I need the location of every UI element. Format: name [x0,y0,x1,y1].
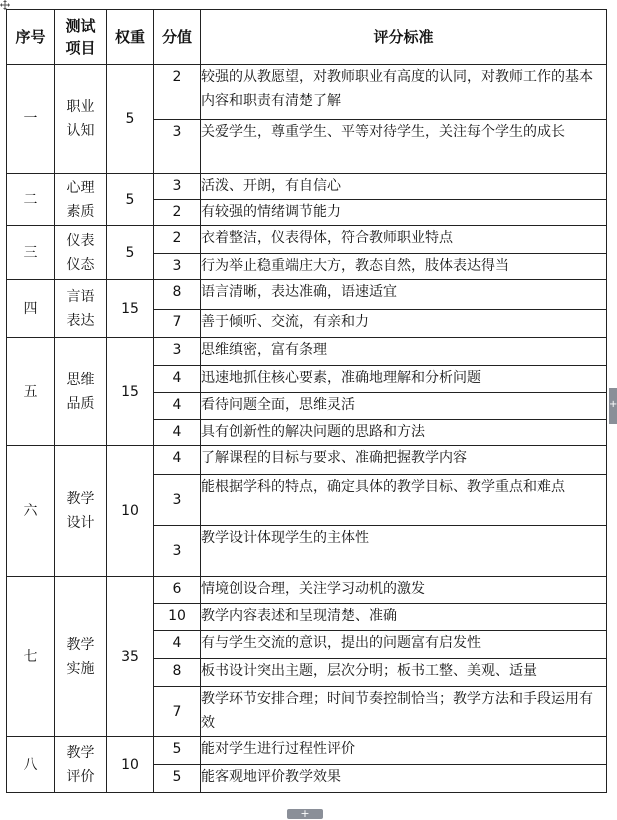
score-cell: 7 [154,310,201,338]
item-label: 教学评价 [66,744,95,785]
table-row [7,338,607,366]
score-cell: 3 [154,338,201,366]
weight-cell: 5 [107,65,154,174]
table-row [7,280,607,310]
table-row [7,65,607,120]
weight-cell: 5 [107,174,154,226]
criteria-cell: 行为举止稳重端庄大方，教态自然，肢体表达得当 [201,254,607,280]
criteria-cell: 语言清晰，表达准确，语速适宜 [201,280,607,310]
criteria-cell: 看待问题全面，思维灵活 [201,393,607,420]
criteria-cell: 板书设计突出主题，层次分明；板书工整、美观、适量 [201,659,607,687]
header-weight: 权重 [107,10,154,65]
score-cell: 2 [154,226,201,254]
seq-cell: 七 [7,577,55,737]
header-score: 分值 [154,10,201,65]
table-row [7,577,607,604]
seq-cell: 六 [7,446,55,577]
table-row [7,737,607,765]
criteria-cell: 能客观地评价教学效果 [201,765,607,793]
add-row-handle[interactable] [287,809,323,819]
plus-icon: + [300,807,310,820]
item-cell [55,226,107,280]
seq-cell: 四 [7,280,55,338]
item-cell [55,174,107,226]
criteria-cell: 具有创新性的解决问题的思路和方法 [201,420,607,446]
table-header-row [7,10,607,65]
plus-icon: + [609,399,617,410]
score-cell: 2 [154,65,201,120]
header-seq: 序号 [7,10,55,65]
criteria-cell: 能根据学科的特点，确定具体的教学目标、教学重点和难点 [201,475,607,526]
score-cell: 8 [154,280,201,310]
item-cell [55,446,107,577]
criteria-cell: 思维缜密，富有条理 [201,338,607,366]
item-label: 心理素质 [66,179,95,220]
weight-cell: 15 [107,338,154,446]
item-cell [55,577,107,737]
criteria-cell: 教学内容表述和呈现清楚、准确 [201,604,607,631]
score-cell: 10 [154,604,201,631]
add-column-handle[interactable] [609,388,617,424]
criteria-cell: 关爱学生，尊重学生、平等对待学生，关注每个学生的成长 [201,120,607,174]
item-cell [55,338,107,446]
seq-cell: 一 [7,65,55,174]
criteria-cell: 迅速地抓住核心要素，准确地理解和分析问题 [201,366,607,393]
seq-cell: 八 [7,737,55,793]
score-cell: 6 [154,577,201,604]
weight-cell: 5 [107,226,154,280]
score-cell: 2 [154,200,201,226]
criteria-cell: 能对学生进行过程性评价 [201,737,607,765]
score-cell: 4 [154,631,201,659]
criteria-cell: 有较强的情绪调节能力 [201,200,607,226]
seq-cell: 三 [7,226,55,280]
seq-cell: 二 [7,174,55,226]
table-row [7,226,607,254]
score-cell: 4 [154,446,201,475]
weight-cell: 35 [107,577,154,737]
score-cell: 5 [154,765,201,793]
header-criteria: 评分标准 [201,10,607,65]
criteria-cell: 善于倾听、交流，有亲和力 [201,310,607,338]
criteria-cell: 教学设计体现学生的主体性 [201,526,607,577]
criteria-cell: 活泼、开朗，有自信心 [201,174,607,200]
score-cell: 4 [154,393,201,420]
item-label: 教学实施 [66,636,95,677]
item-label: 仪表仪态 [66,232,95,273]
score-cell: 3 [154,254,201,280]
item-label: 言语表达 [66,288,95,329]
table-row [7,174,607,200]
score-cell: 3 [154,174,201,200]
score-cell: 7 [154,687,201,737]
weight-cell: 10 [107,446,154,577]
item-label: 思维品质 [66,371,95,412]
weight-cell: 10 [107,737,154,793]
item-label: 教学设计 [66,491,95,531]
criteria-cell: 衣着整洁，仪表得体，符合教师职业特点 [201,226,607,254]
criteria-cell: 情境创设合理，关注学习动机的激发 [201,577,607,604]
seq-cell: 五 [7,338,55,446]
criteria-cell: 较强的从教愿望，对教师职业有高度的认同，对教师工作的基本内容和职责有清楚了解 [201,65,607,120]
score-cell: 3 [154,475,201,526]
score-cell: 8 [154,659,201,687]
criteria-cell: 有与学生交流的意识，提出的问题富有启发性 [201,631,607,659]
item-cell [55,280,107,338]
criteria-cell: 教学环节安排合理；时间节奏控制恰当；教学方法和手段运用有效 [201,687,607,737]
item-label: 职业认知 [66,99,95,139]
score-cell: 3 [154,120,201,174]
score-cell: 4 [154,420,201,446]
header-item: 测试项目 [55,10,107,65]
item-cell [55,737,107,793]
criteria-cell: 了解课程的目标与要求、准确把握教学内容 [201,446,607,475]
item-cell [55,65,107,174]
score-cell: 4 [154,366,201,393]
score-cell: 5 [154,737,201,765]
score-cell: 3 [154,526,201,577]
table-body [7,65,607,793]
weight-cell: 15 [107,280,154,338]
scoring-table [6,9,607,793]
table-row [7,446,607,475]
